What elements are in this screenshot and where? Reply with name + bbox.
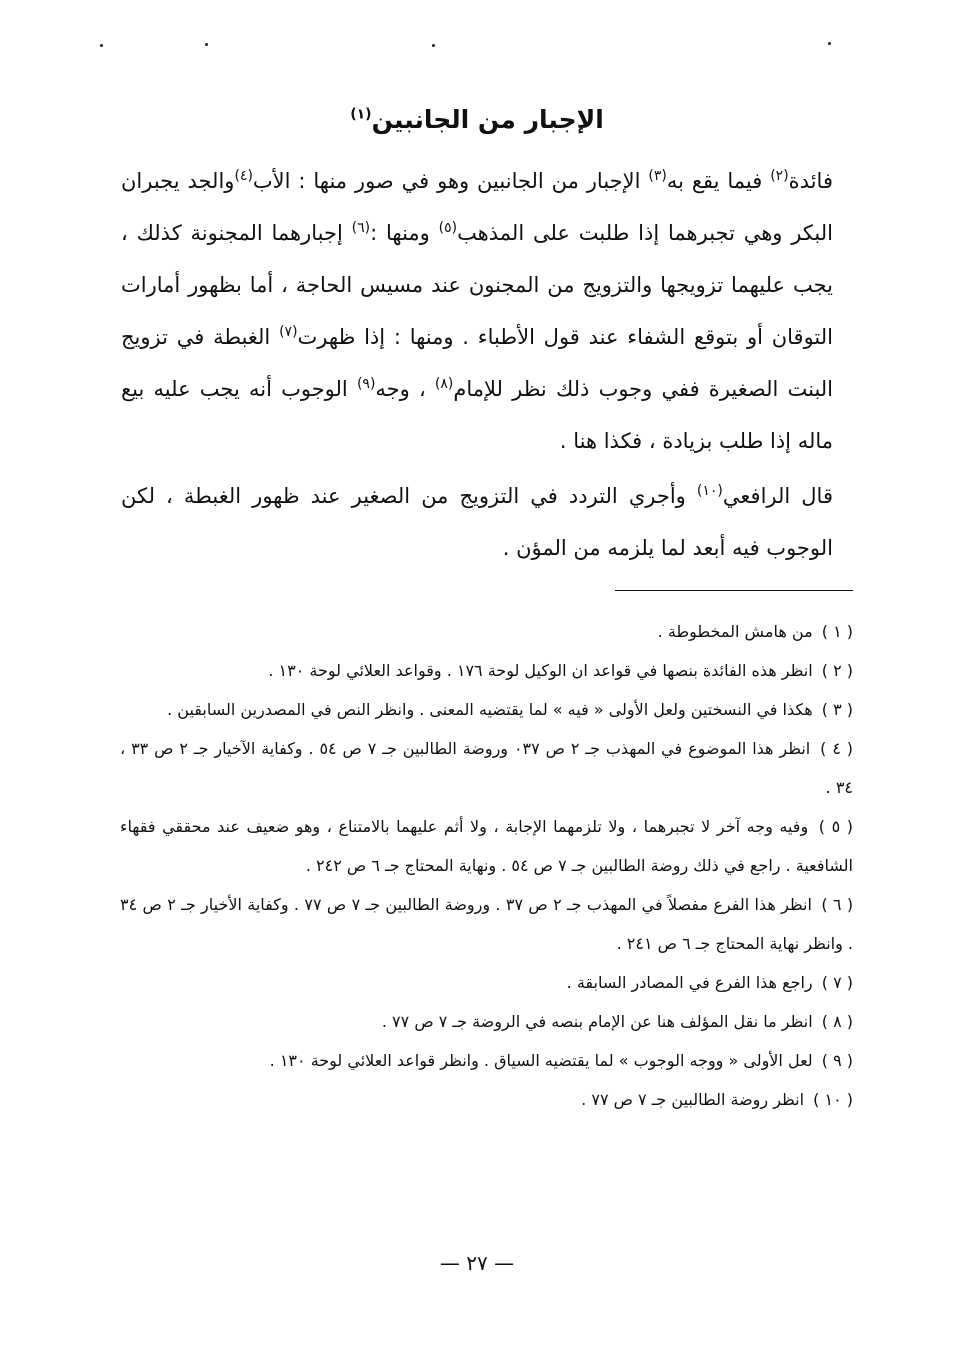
footnote-item: [120, 1002, 853, 1041]
footnote-text: من هامش المخطوطة .: [657, 622, 813, 641]
footnote-number: ( ٥ ): [818, 817, 854, 836]
footnote-ref: (٦): [351, 220, 371, 236]
footnote-item: [120, 885, 853, 963]
footnote-text: انظر هذه الفائدة بنصها في قواعد ان الوكيل لوحة ١٧٦ . وقواعد العلائي لوحة ١٣٠ .: [268, 661, 813, 680]
footnote-separator: [615, 590, 853, 591]
footnote-ref: (٢): [770, 168, 789, 184]
footnote-number: ( ٣ ): [821, 700, 853, 719]
footnote-text: انظر روضة الطالبين جـ ٧ ص ٧٧ .: [581, 1090, 805, 1109]
footnote-item: [120, 963, 853, 1002]
footnote-ref: (١٠): [696, 483, 723, 499]
footnote-number: ( ١ ): [821, 622, 853, 641]
footnote-item: [120, 807, 853, 885]
text-run: فيما يقع به: [666, 169, 771, 193]
footnote-text: وفيه وجه آخر لا تجبرهما ، ولا تلزمهما الإجابة ، ولا أثم عليهما بالامتناع ، وهو ضعيف عند محققي فقهاء الشافعية . راجع في ذلك روضة الطالبين جـ ٧ ص ٥٤ . ونهاية المحتاج جـ ٦ ص ٢٤٢ .: [120, 817, 853, 875]
text-run: ، وجه: [375, 377, 435, 401]
footnote-ref: (٥): [438, 220, 458, 236]
text-run: الغبطة في تزويج البنت الصغيرة ففي وجوب ذلك نظر للإمام: [121, 325, 834, 401]
footnote-number: ( ٢ ): [821, 661, 853, 680]
title-text: الإجبار من الجانبين: [371, 105, 604, 134]
footnote-item: [120, 690, 853, 729]
footnote-text: انظر ما نقل المؤلف هنا عن الإمام بنصه في الروضة جـ ٧ ص ٧٧ .: [381, 1012, 813, 1031]
text-run: قال الرافعي: [722, 484, 833, 508]
footnote-ref: (٣): [648, 168, 667, 184]
scan-speck: [100, 44, 103, 47]
footnote-text: انظر هذا الفرع مفصلاً في المهذب جـ ٢ ص ٣٧ . وروضة الطالبين جـ ٧ ص ٧٧ . وكفاية الأخيار جـ ٢ ص ٣٤ . وانظر نهاية المحتاج جـ ٦ ص ٢٤١ .: [120, 895, 853, 953]
page-number: — ٢٧ —: [439, 1251, 515, 1275]
paragraph-1: [121, 155, 833, 467]
footnote-number: ( ٦ ): [821, 895, 854, 914]
footnote-item: [120, 612, 853, 651]
footnote-list: [120, 612, 853, 1119]
footnote-ref: (٩): [356, 376, 376, 392]
page-title: [0, 100, 954, 140]
footnote-ref: (٨): [434, 376, 454, 392]
footnote-number: ( ٤ ): [820, 739, 854, 758]
footnote-text: راجع هذا الفرع في المصادر السابقة .: [566, 973, 813, 992]
text-run: ومنها :: [370, 221, 439, 245]
text-run: وأجري التردد في التزويج من الصغير عند ظهور الغبطة ، لكن الوجوب فيه أبعد لما يلزمه من المؤن .: [121, 484, 833, 560]
footnote-text: هكذا في النسختين ولعل الأولى « فيه » لما يقتضيه المعنى . وانظر النص في المصدرين السابقين .: [167, 700, 813, 719]
title-footnote-ref: (١): [350, 106, 372, 123]
footnote-item: [120, 1041, 853, 1080]
footnote-text: لعل الأولى « ووجه الوجوب » لما يقتضيه السياق . وانظر قواعد العلائي لوحة ١٣٠ .: [269, 1051, 813, 1070]
scan-speck: [432, 44, 435, 47]
footnote-ref: (٧): [279, 324, 298, 340]
text-run: إجبارهما المجنونة كذلك ، يجب عليهما تزويجها والتزويج من المجنون عند مسيس الحاجة ، أما بظهور أمارات التوقان أو بتوقع الشفاء عند قول الأطباء . ومنها : إذا ظهرت: [121, 221, 833, 349]
footnote-number: ( ٩ ): [821, 1051, 853, 1070]
text-run: والجد يجبران البكر وهي تجبرهما إذا طلبت على المذهب: [121, 169, 834, 245]
text-run: فائدة: [788, 169, 833, 193]
paragraph-2: [121, 470, 833, 574]
footnote-number: ( ٧ ): [821, 973, 853, 992]
footnote-number: ( ٨ ): [821, 1012, 853, 1031]
scan-speck: [205, 43, 208, 46]
scan-speck: [828, 42, 831, 45]
footnote-text: انظر هذا الموضوع في المهذب جـ ٢ ص ٠٣٧ وروضة الطالبين جـ ٧ ص ٥٤ . وكفاية الآخيار جـ ٢ ص ٣٣ ، ٣٤ .: [120, 739, 853, 797]
footnote-ref: (٤): [234, 168, 253, 184]
text-run: الإجبار من الجانبين وهو في صور منها : الأب: [252, 169, 649, 193]
footnote-number: ( ١٠ ): [813, 1090, 853, 1109]
footnote-item: [120, 651, 853, 690]
footnote-item: [120, 1080, 853, 1119]
footnote-item: [120, 729, 853, 807]
text-run: الوجوب أنه يجب عليه بيع ماله إذا طلب بزيادة ، فكذا هنا .: [121, 377, 833, 453]
